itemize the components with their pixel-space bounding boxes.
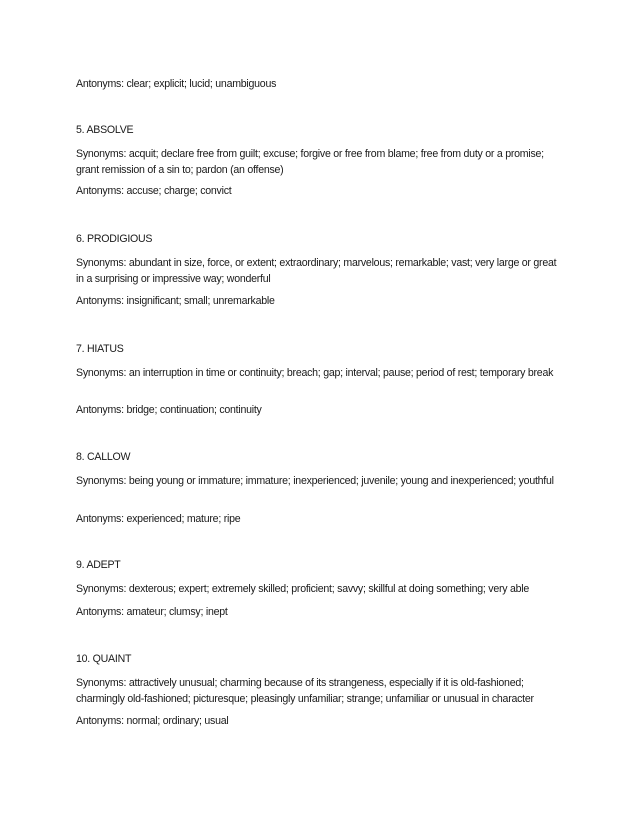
entry-title-callow: 8. CALLOW — [76, 451, 131, 463]
entry-synonyms-prodigious: Synonyms: abundant in size, force, or extent; extraordinary; marvelous; remarkable; vast; very large or great in a surprising or impressive way; wonderful — [76, 257, 557, 285]
entry-synonyms-hiatus: Synonyms: an interruption in time or continuity; breach; gap; interval; pause; period of rest; temporary break — [76, 367, 554, 379]
entry-synonyms-quaint: Synonyms: attractively unusual; charming because of its strangeness, especially if it is old-fashioned; charmingly old-fashioned; picturesque; pleasingly unfamiliar; strange; unfamiliar or unusual in character — [76, 677, 534, 705]
entry-antonyms-prodigious: Antonyms: insignificant; small; unremarkable — [76, 295, 275, 307]
entry-synonyms-callow: Synonyms: being young or immature; immature; inexperienced; juvenile; young and inexperienced; youthful — [76, 475, 554, 487]
entry-antonyms-quaint: Antonyms: normal; ordinary; usual — [76, 715, 229, 727]
entry-antonyms-callow: Antonyms: experienced; mature; ripe — [76, 513, 241, 525]
entry-synonyms-adept: Synonyms: dexterous; expert; extremely skilled; proficient; savvy; skillful at doing something; very able — [76, 583, 530, 595]
entry-title-adept: 9. ADEPT — [76, 559, 121, 571]
entry-antonyms-adept: Antonyms: amateur; clumsy; inept — [76, 606, 228, 618]
entry-antonyms-hiatus: Antonyms: bridge; continuation; continuity — [76, 404, 262, 416]
entry-synonyms-absolve: Synonyms: acquit; declare free from guilt; excuse; forgive or free from blame; free from duty or a promise; grant remission of a sin to; pardon (an offense) — [76, 148, 544, 176]
entry-title-hiatus: 7. HIATUS — [76, 343, 124, 355]
entry-title-prodigious: 6. PRODIGIOUS — [76, 233, 153, 245]
entry-title-absolve: 5. ABSOLVE — [76, 124, 134, 136]
intro-antonyms: Antonyms: clear; explicit; lucid; unambiguous — [76, 78, 277, 90]
entry-antonyms-absolve: Antonyms: accuse; charge; convict — [76, 185, 232, 197]
entry-title-quaint: 10. QUAINT — [76, 653, 132, 665]
